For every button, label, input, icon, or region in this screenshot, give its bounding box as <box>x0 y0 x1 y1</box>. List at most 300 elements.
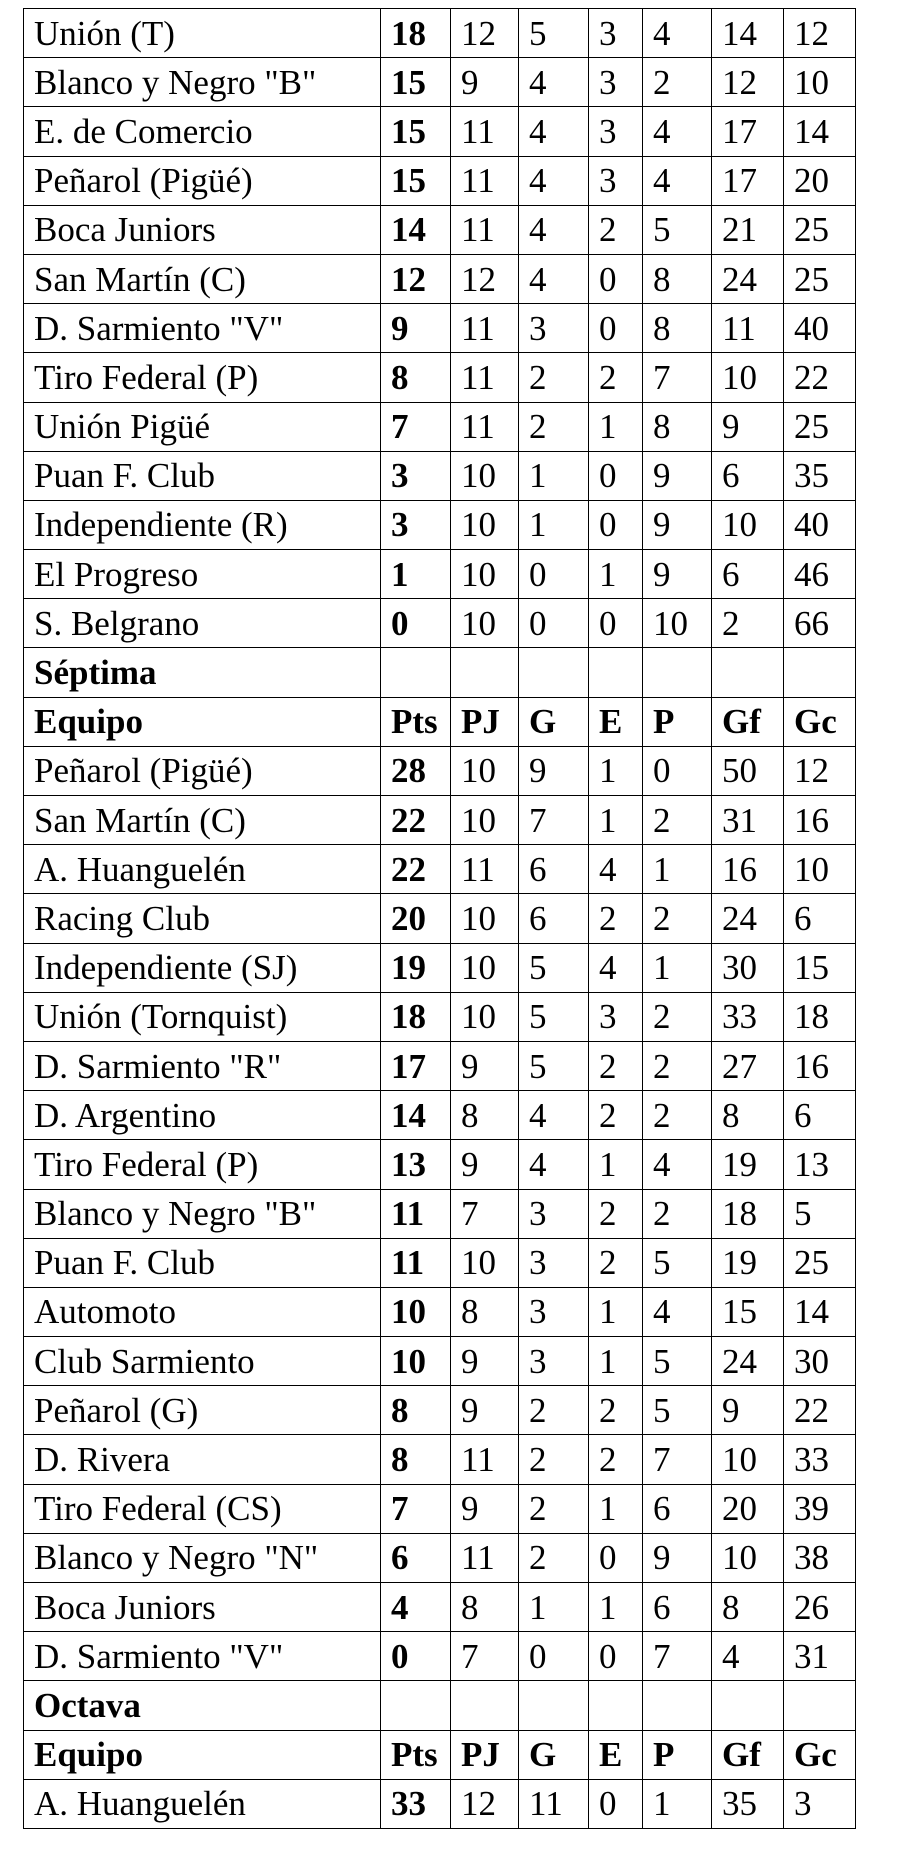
column-header-gf: Gf <box>712 1730 784 1779</box>
cell-e: 1 <box>589 1583 643 1632</box>
table-row <box>24 1140 856 1189</box>
column-header-row <box>24 697 856 746</box>
cell-p: 6 <box>643 1484 712 1533</box>
cell-pts: 18 <box>381 992 451 1041</box>
cell-team: Tiro Federal (P) <box>24 1140 381 1189</box>
cell-g: 1 <box>519 500 589 549</box>
cell-e: 2 <box>589 205 643 254</box>
cell-p: 2 <box>643 894 712 943</box>
cell-pts: 10 <box>381 1287 451 1336</box>
cell-p: 9 <box>643 500 712 549</box>
table-row <box>24 746 856 795</box>
cell-gf: 19 <box>712 1238 784 1287</box>
cell-e: 3 <box>589 156 643 205</box>
cell-gc: 38 <box>784 1533 856 1582</box>
cell-p: 0 <box>643 746 712 795</box>
cell-pj: 11 <box>451 402 519 451</box>
cell-team: D. Rivera <box>24 1435 381 1484</box>
cell-team: Blanco y Negro "B" <box>24 58 381 107</box>
table-row <box>24 58 856 107</box>
cell-e: 1 <box>589 1287 643 1336</box>
cell-pj: 9 <box>451 58 519 107</box>
column-header-pts: Pts <box>381 697 451 746</box>
cell-e: 2 <box>589 1189 643 1238</box>
cell-p: 8 <box>643 402 712 451</box>
cell-p: 9 <box>643 1533 712 1582</box>
empty-cell <box>519 1681 589 1730</box>
cell-p: 4 <box>643 1287 712 1336</box>
cell-p: 4 <box>643 107 712 156</box>
cell-pj: 12 <box>451 9 519 58</box>
cell-gc: 12 <box>784 746 856 795</box>
empty-cell <box>712 1681 784 1730</box>
cell-pj: 11 <box>451 1533 519 1582</box>
table-row <box>24 992 856 1041</box>
cell-g: 6 <box>519 894 589 943</box>
cell-gc: 6 <box>784 1091 856 1140</box>
table-row <box>24 304 856 353</box>
cell-gc: 22 <box>784 1386 856 1435</box>
cell-team: Peñarol (Pigüé) <box>24 746 381 795</box>
cell-pts: 15 <box>381 58 451 107</box>
cell-e: 0 <box>589 451 643 500</box>
cell-g: 5 <box>519 9 589 58</box>
cell-p: 2 <box>643 992 712 1041</box>
standings-table <box>23 8 856 1829</box>
cell-team: Unión Pigüé <box>24 402 381 451</box>
cell-e: 1 <box>589 1484 643 1533</box>
cell-gf: 17 <box>712 156 784 205</box>
cell-gc: 15 <box>784 943 856 992</box>
cell-gf: 30 <box>712 943 784 992</box>
cell-gf: 18 <box>712 1189 784 1238</box>
cell-pj: 9 <box>451 1337 519 1386</box>
empty-cell <box>784 1681 856 1730</box>
cell-g: 2 <box>519 1435 589 1484</box>
cell-pj: 12 <box>451 254 519 303</box>
cell-gf: 31 <box>712 796 784 845</box>
cell-g: 2 <box>519 353 589 402</box>
cell-e: 0 <box>589 500 643 549</box>
cell-pj: 9 <box>451 1484 519 1533</box>
cell-p: 9 <box>643 550 712 599</box>
table-row <box>24 1337 856 1386</box>
cell-team: Puan F. Club <box>24 451 381 500</box>
cell-g: 1 <box>519 1583 589 1632</box>
table-row <box>24 1779 856 1828</box>
column-header-e: E <box>589 1730 643 1779</box>
cell-team: Blanco y Negro "B" <box>24 1189 381 1238</box>
cell-pts: 17 <box>381 1041 451 1090</box>
cell-gf: 9 <box>712 1386 784 1435</box>
cell-gf: 19 <box>712 1140 784 1189</box>
cell-p: 9 <box>643 451 712 500</box>
cell-g: 4 <box>519 205 589 254</box>
table-row <box>24 550 856 599</box>
cell-pj: 10 <box>451 894 519 943</box>
cell-e: 2 <box>589 1041 643 1090</box>
cell-team: D. Sarmiento "R" <box>24 1041 381 1090</box>
cell-gf: 50 <box>712 746 784 795</box>
cell-team: D. Argentino <box>24 1091 381 1140</box>
cell-pts: 12 <box>381 254 451 303</box>
table-row <box>24 1435 856 1484</box>
standings-body <box>24 9 856 1829</box>
cell-p: 2 <box>643 58 712 107</box>
empty-cell <box>589 648 643 697</box>
column-header-row <box>24 1730 856 1779</box>
cell-pj: 10 <box>451 500 519 549</box>
cell-pj: 11 <box>451 205 519 254</box>
table-row <box>24 894 856 943</box>
cell-p: 5 <box>643 1337 712 1386</box>
section-title: Octava <box>24 1681 381 1730</box>
cell-g: 0 <box>519 1632 589 1681</box>
cell-gc: 20 <box>784 156 856 205</box>
empty-cell <box>589 1681 643 1730</box>
cell-gc: 16 <box>784 1041 856 1090</box>
column-header-gc: Gc <box>784 1730 856 1779</box>
table-row <box>24 943 856 992</box>
column-header-g: G <box>519 697 589 746</box>
cell-p: 5 <box>643 1238 712 1287</box>
cell-pts: 9 <box>381 304 451 353</box>
cell-gf: 10 <box>712 500 784 549</box>
cell-team: Peñarol (G) <box>24 1386 381 1435</box>
cell-g: 3 <box>519 304 589 353</box>
table-row <box>24 1632 856 1681</box>
cell-g: 0 <box>519 599 589 648</box>
empty-cell <box>643 648 712 697</box>
cell-gc: 5 <box>784 1189 856 1238</box>
cell-pts: 8 <box>381 1386 451 1435</box>
cell-pts: 13 <box>381 1140 451 1189</box>
cell-pj: 8 <box>451 1583 519 1632</box>
empty-cell <box>784 648 856 697</box>
cell-pts: 22 <box>381 845 451 894</box>
cell-p: 8 <box>643 254 712 303</box>
cell-p: 5 <box>643 1386 712 1435</box>
table-row <box>24 9 856 58</box>
cell-team: Independiente (SJ) <box>24 943 381 992</box>
cell-team: Unión (Tornquist) <box>24 992 381 1041</box>
cell-team: Blanco y Negro "N" <box>24 1533 381 1582</box>
column-header-team: Equipo <box>24 1730 381 1779</box>
cell-pts: 3 <box>381 451 451 500</box>
cell-g: 6 <box>519 845 589 894</box>
cell-gc: 25 <box>784 205 856 254</box>
cell-gf: 11 <box>712 304 784 353</box>
cell-p: 4 <box>643 156 712 205</box>
column-header-e: E <box>589 697 643 746</box>
cell-p: 7 <box>643 1632 712 1681</box>
cell-gc: 31 <box>784 1632 856 1681</box>
cell-gc: 46 <box>784 550 856 599</box>
cell-gc: 14 <box>784 107 856 156</box>
cell-e: 2 <box>589 1091 643 1140</box>
cell-g: 1 <box>519 451 589 500</box>
section-title-row <box>24 648 856 697</box>
cell-e: 4 <box>589 943 643 992</box>
cell-gf: 12 <box>712 58 784 107</box>
cell-pts: 33 <box>381 1779 451 1828</box>
cell-gf: 14 <box>712 9 784 58</box>
cell-p: 1 <box>643 845 712 894</box>
cell-pts: 22 <box>381 796 451 845</box>
table-row <box>24 1287 856 1336</box>
cell-pj: 10 <box>451 746 519 795</box>
column-header-p: P <box>643 1730 712 1779</box>
cell-gc: 40 <box>784 500 856 549</box>
cell-gf: 24 <box>712 254 784 303</box>
cell-pj: 11 <box>451 304 519 353</box>
cell-pj: 10 <box>451 943 519 992</box>
cell-gc: 39 <box>784 1484 856 1533</box>
cell-gf: 8 <box>712 1091 784 1140</box>
table-row <box>24 402 856 451</box>
cell-gc: 33 <box>784 1435 856 1484</box>
cell-e: 0 <box>589 304 643 353</box>
cell-p: 2 <box>643 1041 712 1090</box>
cell-pj: 12 <box>451 1779 519 1828</box>
cell-g: 0 <box>519 550 589 599</box>
column-header-p: P <box>643 697 712 746</box>
cell-gf: 20 <box>712 1484 784 1533</box>
cell-p: 2 <box>643 1091 712 1140</box>
cell-gf: 6 <box>712 451 784 500</box>
table-row <box>24 500 856 549</box>
cell-g: 3 <box>519 1287 589 1336</box>
cell-pts: 11 <box>381 1189 451 1238</box>
cell-gf: 2 <box>712 599 784 648</box>
cell-g: 5 <box>519 943 589 992</box>
cell-gf: 15 <box>712 1287 784 1336</box>
table-row <box>24 1386 856 1435</box>
cell-e: 1 <box>589 796 643 845</box>
cell-g: 5 <box>519 992 589 1041</box>
cell-gc: 25 <box>784 254 856 303</box>
table-row <box>24 1091 856 1140</box>
empty-cell <box>712 648 784 697</box>
cell-pj: 9 <box>451 1140 519 1189</box>
cell-gc: 22 <box>784 353 856 402</box>
cell-pj: 11 <box>451 156 519 205</box>
cell-p: 4 <box>643 9 712 58</box>
table-row <box>24 1238 856 1287</box>
cell-e: 2 <box>589 1435 643 1484</box>
empty-cell <box>381 648 451 697</box>
cell-pts: 1 <box>381 550 451 599</box>
cell-e: 0 <box>589 254 643 303</box>
cell-p: 2 <box>643 796 712 845</box>
cell-g: 11 <box>519 1779 589 1828</box>
cell-pts: 15 <box>381 156 451 205</box>
column-header-gf: Gf <box>712 697 784 746</box>
cell-gc: 10 <box>784 58 856 107</box>
cell-gc: 35 <box>784 451 856 500</box>
cell-pts: 3 <box>381 500 451 549</box>
table-row <box>24 1189 856 1238</box>
cell-gf: 16 <box>712 845 784 894</box>
cell-team: Puan F. Club <box>24 1238 381 1287</box>
cell-p: 8 <box>643 304 712 353</box>
cell-pts: 7 <box>381 1484 451 1533</box>
cell-pts: 0 <box>381 1632 451 1681</box>
cell-pts: 8 <box>381 1435 451 1484</box>
cell-e: 3 <box>589 992 643 1041</box>
cell-team: D. Sarmiento "V" <box>24 1632 381 1681</box>
cell-e: 0 <box>589 1779 643 1828</box>
cell-pj: 10 <box>451 796 519 845</box>
cell-gc: 12 <box>784 9 856 58</box>
cell-pj: 11 <box>451 1435 519 1484</box>
cell-pts: 14 <box>381 205 451 254</box>
cell-pts: 19 <box>381 943 451 992</box>
cell-g: 3 <box>519 1238 589 1287</box>
section-title: Séptima <box>24 648 381 697</box>
cell-pts: 0 <box>381 599 451 648</box>
table-row <box>24 156 856 205</box>
cell-gc: 3 <box>784 1779 856 1828</box>
cell-pj: 8 <box>451 1287 519 1336</box>
cell-e: 0 <box>589 1533 643 1582</box>
cell-pts: 14 <box>381 1091 451 1140</box>
table-row <box>24 1533 856 1582</box>
table-row <box>24 1041 856 1090</box>
column-header-pj: PJ <box>451 1730 519 1779</box>
cell-gf: 8 <box>712 1583 784 1632</box>
table-row <box>24 599 856 648</box>
cell-pj: 11 <box>451 353 519 402</box>
empty-cell <box>451 1681 519 1730</box>
cell-gf: 9 <box>712 402 784 451</box>
cell-gf: 17 <box>712 107 784 156</box>
cell-p: 7 <box>643 1435 712 1484</box>
cell-gc: 30 <box>784 1337 856 1386</box>
column-header-team: Equipo <box>24 697 381 746</box>
cell-gf: 27 <box>712 1041 784 1090</box>
cell-g: 4 <box>519 58 589 107</box>
cell-g: 3 <box>519 1337 589 1386</box>
column-header-pj: PJ <box>451 697 519 746</box>
cell-team: Racing Club <box>24 894 381 943</box>
cell-p: 5 <box>643 205 712 254</box>
cell-gf: 24 <box>712 1337 784 1386</box>
cell-team: D. Sarmiento "V" <box>24 304 381 353</box>
table-row <box>24 1484 856 1533</box>
cell-e: 3 <box>589 58 643 107</box>
cell-pts: 10 <box>381 1337 451 1386</box>
cell-gc: 16 <box>784 796 856 845</box>
cell-pj: 9 <box>451 1041 519 1090</box>
cell-pj: 7 <box>451 1632 519 1681</box>
cell-gc: 25 <box>784 402 856 451</box>
cell-e: 2 <box>589 894 643 943</box>
table-row <box>24 1583 856 1632</box>
cell-team: Automoto <box>24 1287 381 1336</box>
cell-p: 7 <box>643 353 712 402</box>
cell-pts: 18 <box>381 9 451 58</box>
column-header-gc: Gc <box>784 697 856 746</box>
cell-g: 2 <box>519 1484 589 1533</box>
cell-p: 10 <box>643 599 712 648</box>
cell-e: 3 <box>589 9 643 58</box>
empty-cell <box>451 648 519 697</box>
empty-cell <box>381 1681 451 1730</box>
cell-e: 1 <box>589 1140 643 1189</box>
cell-gc: 40 <box>784 304 856 353</box>
cell-pj: 10 <box>451 599 519 648</box>
cell-e: 1 <box>589 550 643 599</box>
cell-pts: 11 <box>381 1238 451 1287</box>
cell-gc: 13 <box>784 1140 856 1189</box>
column-header-pts: Pts <box>381 1730 451 1779</box>
cell-g: 2 <box>519 1533 589 1582</box>
cell-gf: 21 <box>712 205 784 254</box>
cell-p: 1 <box>643 1779 712 1828</box>
table-row <box>24 845 856 894</box>
cell-gf: 35 <box>712 1779 784 1828</box>
cell-gf: 10 <box>712 1435 784 1484</box>
column-header-g: G <box>519 1730 589 1779</box>
cell-g: 7 <box>519 796 589 845</box>
cell-pj: 10 <box>451 1238 519 1287</box>
cell-pts: 28 <box>381 746 451 795</box>
cell-e: 2 <box>589 1386 643 1435</box>
cell-g: 2 <box>519 1386 589 1435</box>
cell-p: 2 <box>643 1189 712 1238</box>
cell-team: E. de Comercio <box>24 107 381 156</box>
cell-pts: 7 <box>381 402 451 451</box>
cell-team: Club Sarmiento <box>24 1337 381 1386</box>
cell-pj: 11 <box>451 845 519 894</box>
cell-gc: 26 <box>784 1583 856 1632</box>
cell-team: A. Huanguelén <box>24 1779 381 1828</box>
cell-gf: 33 <box>712 992 784 1041</box>
table-row <box>24 205 856 254</box>
cell-gc: 25 <box>784 1238 856 1287</box>
cell-p: 4 <box>643 1140 712 1189</box>
table-row <box>24 451 856 500</box>
cell-g: 4 <box>519 107 589 156</box>
cell-pts: 8 <box>381 353 451 402</box>
cell-e: 2 <box>589 353 643 402</box>
table-row <box>24 254 856 303</box>
cell-team: Tiro Federal (CS) <box>24 1484 381 1533</box>
empty-cell <box>643 1681 712 1730</box>
cell-gc: 66 <box>784 599 856 648</box>
cell-team: Independiente (R) <box>24 500 381 549</box>
table-row <box>24 796 856 845</box>
cell-gc: 18 <box>784 992 856 1041</box>
cell-pts: 4 <box>381 1583 451 1632</box>
cell-team: A. Huanguelén <box>24 845 381 894</box>
cell-pj: 9 <box>451 1386 519 1435</box>
cell-pts: 6 <box>381 1533 451 1582</box>
cell-g: 5 <box>519 1041 589 1090</box>
cell-team: Boca Juniors <box>24 205 381 254</box>
cell-pj: 10 <box>451 451 519 500</box>
cell-pj: 10 <box>451 550 519 599</box>
cell-gf: 4 <box>712 1632 784 1681</box>
cell-team: El Progreso <box>24 550 381 599</box>
table-row <box>24 107 856 156</box>
empty-cell <box>519 648 589 697</box>
cell-gf: 6 <box>712 550 784 599</box>
cell-gc: 14 <box>784 1287 856 1336</box>
cell-g: 4 <box>519 156 589 205</box>
cell-e: 4 <box>589 845 643 894</box>
